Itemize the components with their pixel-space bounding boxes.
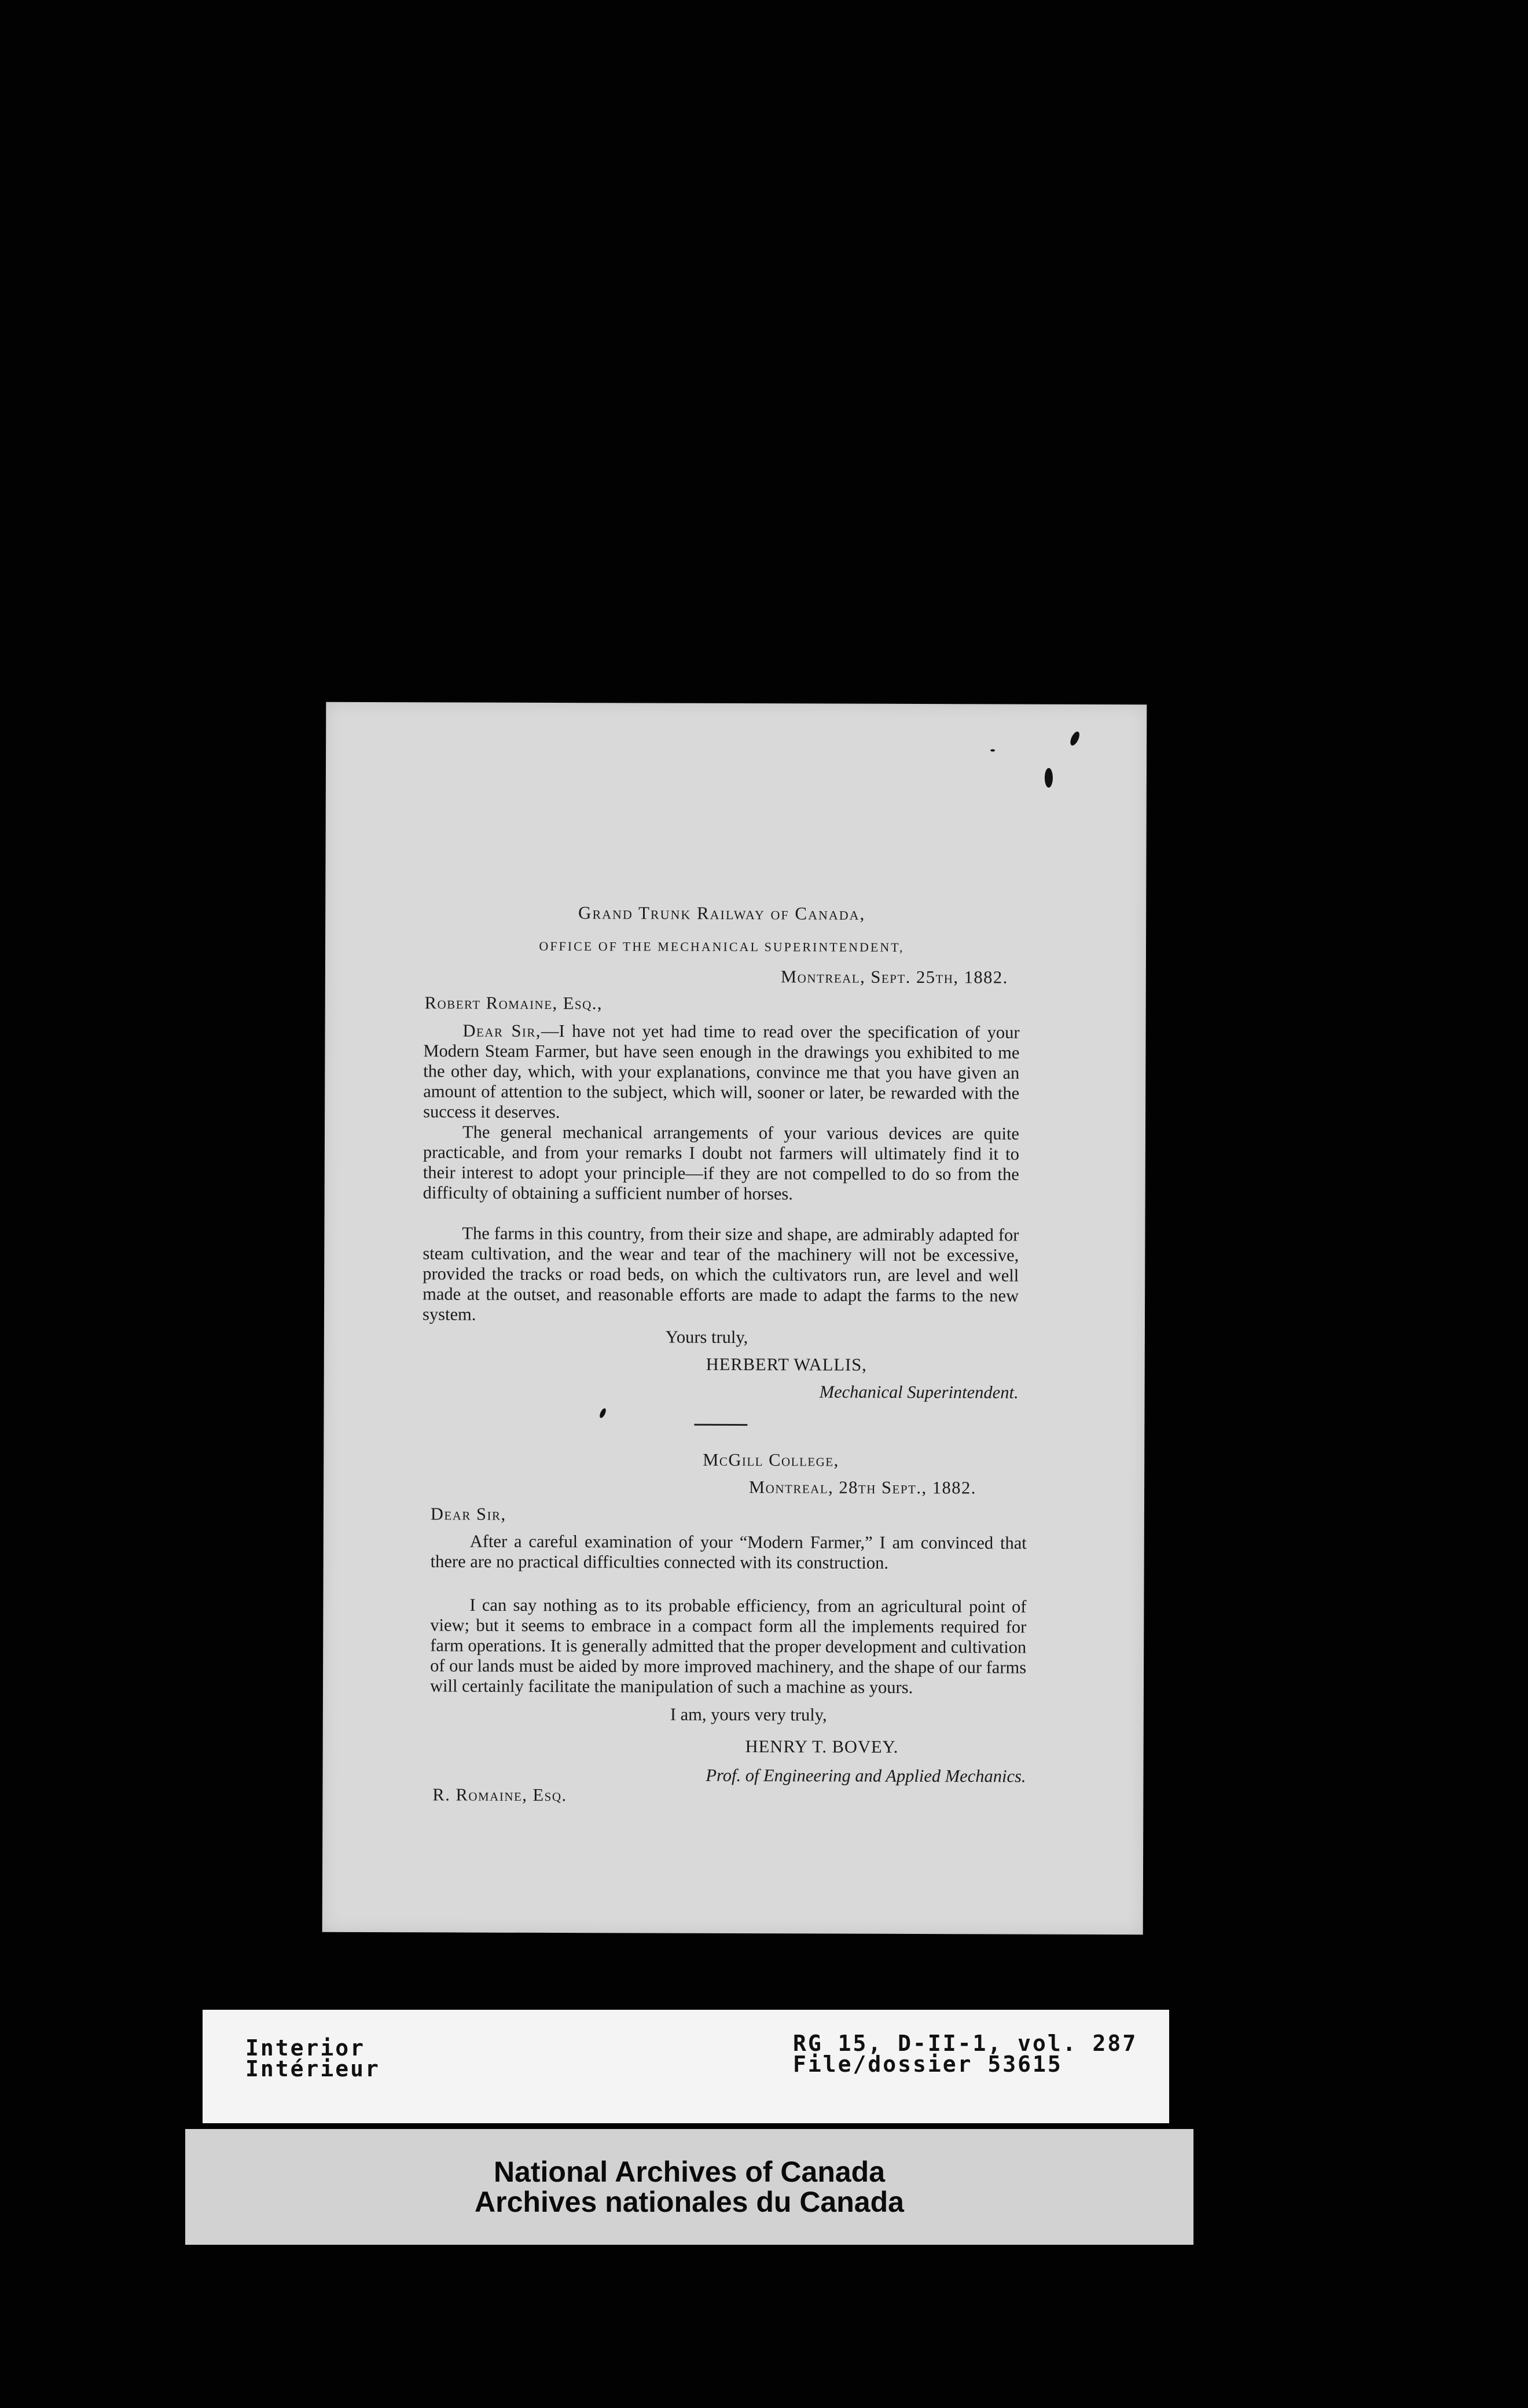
letter1-heading-office: OFFICE OF THE MECHANICAL SUPERINTENDENT, — [539, 938, 905, 955]
letter2-signer: HENRY T. BOVEY. — [745, 1737, 899, 1757]
ref-file: File/dossier 53615 — [793, 2051, 1063, 2077]
letter2-signer-title: Prof. of Engineering and Applied Mechanics. — [706, 1765, 1026, 1786]
letter2-closing: I am, yours very truly, — [670, 1704, 827, 1725]
letter1-para1-text: —I have not yet had time to read over the specification of your Modern Steam Farmer, but have seen enough in the drawings you exhibited to me the other day, which, with your explanations, convince me that you have given an amount of attention to the subject, which will, sooner or later, be rewarded with the success it deserves. — [423, 1021, 1020, 1122]
letter1-date: Montreal, Sept. 25th, 1882. — [781, 967, 1008, 988]
dept-en: Interior — [245, 2035, 366, 2061]
letter1-signer: HERBERT WALLIS, — [706, 1354, 867, 1375]
letter1-addressee: Robert Romaine, Esq., — [424, 993, 603, 1014]
letter1-heading-company: Grand Trunk Railway of Canada, — [578, 902, 866, 924]
letter2-body-para1: After a careful examination of your “Modern Farmer,” I am convinced that there are no practical difficulties connected with its construction. — [430, 1531, 1027, 1573]
letter1-body-para2: The general mechanical arrangements of your various devices are quite practicable, and from your remarks I doubt not farmers will ultimately find it to their interest to adopt your principle—if they are not compelled to do so from the difficulty of obtaining a sufficient number of horses. — [423, 1122, 1020, 1204]
ink-speck — [1068, 731, 1081, 747]
letter1-closing: Yours truly, — [665, 1327, 748, 1348]
ink-speck — [990, 749, 995, 751]
ink-speck — [598, 1407, 607, 1419]
ink-speck — [1045, 768, 1053, 788]
letter2-date: Montreal, 28th Sept., 1882. — [749, 1477, 976, 1498]
letter2-heading-college: McGill College, — [703, 1449, 839, 1470]
dept-fr: Intérieur — [245, 2056, 380, 2082]
letter2-place-date — [749, 1477, 1050, 1499]
archive-reference-label — [203, 2010, 1169, 2123]
letter1-signer-title: Mechanical Superintendent. — [819, 1382, 1019, 1403]
letter1-place-date — [424, 966, 1008, 988]
letter2-salutation: Dear Sir, — [430, 1504, 506, 1524]
section-divider — [694, 1424, 747, 1426]
archives-name-fr: Archives nationales du Canada — [475, 2186, 904, 2218]
letter1-body-para1 — [423, 1021, 1020, 1124]
letter2-addressee: R. Romaine, Esq. — [432, 1785, 567, 1805]
archives-name-en: National Archives of Canada — [493, 2156, 886, 2188]
ref-volume: RG 15, D-II-1, vol. 287 — [793, 2031, 1138, 2056]
archives-banner — [185, 2129, 1193, 2245]
letter-page — [322, 702, 1147, 1935]
letter1-salutation: Dear Sir, — [462, 1021, 542, 1041]
letter1-body-para3: The farms in this country, from their size and shape, are admirably adapted for steam cultivation, and the wear and tear of the machinery will not be excessive, provided the tracks or road beds, on which the cultivators run, are level and well made at the outset, and reasonable efforts are made to adapt the farms to the new system. — [422, 1223, 1019, 1324]
letter2-body-para2: I can say nothing as to its probable efficiency, from an agricultural point of view; but it seems to embrace in a compact form all the implements required for farm operations. It is generally admitted that the proper development and cultivation of our lands must be aided by more improved machinery, and the shape of our farms will certainly facilitate the manipulation of such a machine as yours. — [429, 1595, 1027, 1697]
